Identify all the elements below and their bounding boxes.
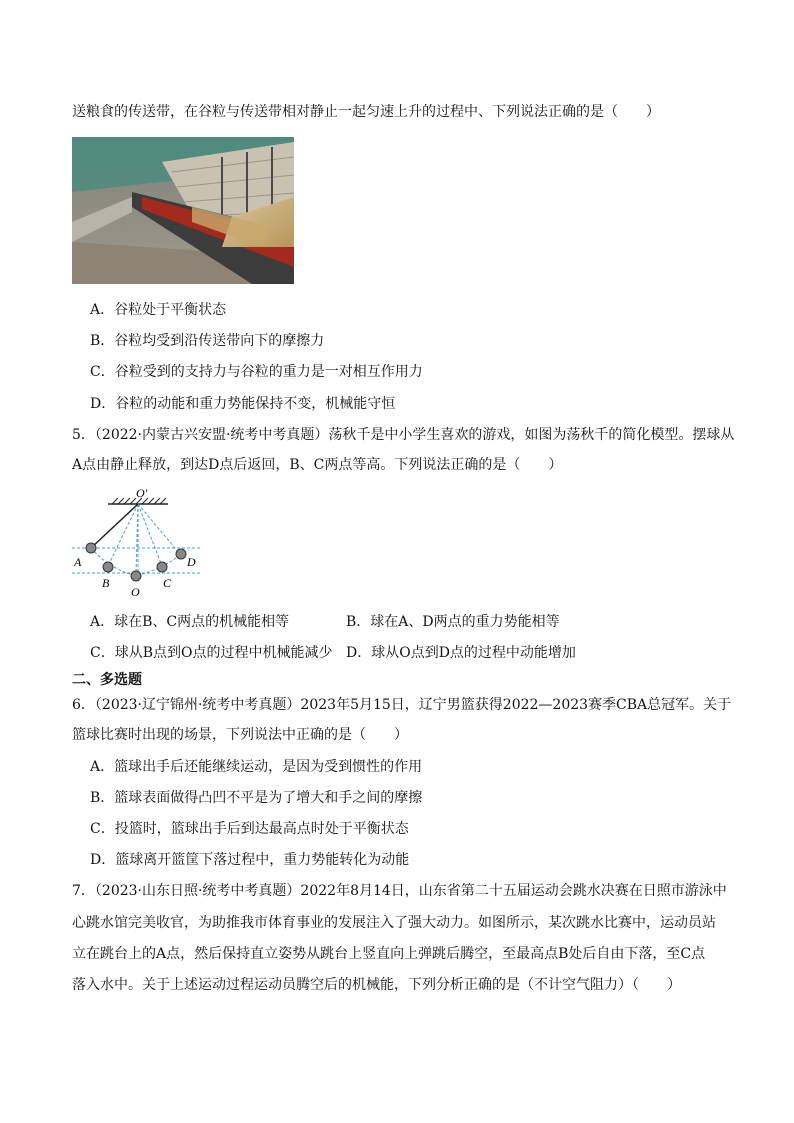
q4-option-b: B．谷粒均受到沿传送带向下的摩擦力 [90, 333, 325, 349]
q5-stem-line1: 5．（2022·内蒙古兴安盟·统考中考真题）荡秋千是中小学生喜欢的游戏，如图为荡秋千的简化模型。摆球从 [72, 427, 735, 443]
q6-option-c: C．投篮时，篮球出手后到达最高点时处于平衡状态 [90, 821, 409, 837]
q6-option-b: B．篮球表面做得凸凹不平是为了增大和手之间的摩擦 [90, 790, 423, 806]
q5-option-a: A．球在B、C两点的机械能相等 [90, 614, 290, 630]
q4-option-a: A．谷粒处于平衡状态 [90, 302, 227, 318]
q4-option-d: D．谷粒的动能和重力势能保持不变，机械能守恒 [90, 396, 396, 412]
q7-stem-line1: 7．（2023·山东日照·统考中考真题）2022年8月14日，山东省第二十五届运动会跳水决赛在日照市游泳中 [72, 883, 727, 899]
q4-option-c: C．谷粒受到的支持力与谷粒的重力是一对相互作用力 [90, 364, 423, 380]
grain-conveyor-photo [72, 137, 294, 284]
q6-option-a: A．篮球出手后还能继续运动，是因为受到惯性的作用 [90, 759, 423, 775]
pendulum-figure [72, 488, 212, 600]
q6-stem-line2: 篮球比赛时出现的场景，下列说法中正确的是（ ） [72, 727, 408, 743]
q4-stem: 送粮食的传送带，在谷粒与传送带相对静止一起匀速上升的过程中、下列说法正确的是（ ） [72, 104, 660, 120]
q5-stem-line2: A点由静止释放，到达D点后返回，B、C两点等高。下列说法正确的是（ ） [72, 457, 563, 473]
conveyor-illustration [72, 137, 294, 284]
label-c: C [163, 576, 172, 590]
q7-stem-line4: 落入水中。关于上述运动过程运动员腾空后的机械能，下列分析正确的是（不计空气阻力）（ ） [72, 977, 681, 993]
section-heading: 二、多选题 [72, 672, 142, 688]
q5-option-c: C．球从B点到O点的过程中机械能减少 [90, 645, 333, 661]
pendulum-diagram [72, 488, 212, 600]
q5-option-d: D．球从O点到D点的过程中动能增加 [346, 645, 576, 661]
q6-option-d: D．篮球离开篮筐下落过程中，重力势能转化为动能 [90, 852, 410, 868]
q7-stem-line2: 心跳水馆完美收官，为助推我市体育事业的发展注入了强大动力。如图所示，某次跳水比赛中，运动员站 [72, 915, 716, 931]
label-d: D [187, 555, 196, 569]
label-b: B [102, 576, 110, 590]
q5-option-b: B．球在A、D两点的重力势能相等 [346, 614, 560, 630]
label-pivot: O' [136, 488, 148, 500]
q6-stem-line1: 6．（2023·辽宁锦州·统考中考真题）2023年5月15日，辽宁男篮获得2022—2023赛季CBA总冠军。关于 [72, 697, 732, 713]
label-o: O [131, 585, 140, 599]
label-a: A [74, 555, 82, 569]
q7-stem-line3: 立在跳台上的A点，然后保持直立姿势从跳台上竖直向上弹跳后腾空，至最高点B处后自由下落，至C点 [72, 946, 706, 962]
